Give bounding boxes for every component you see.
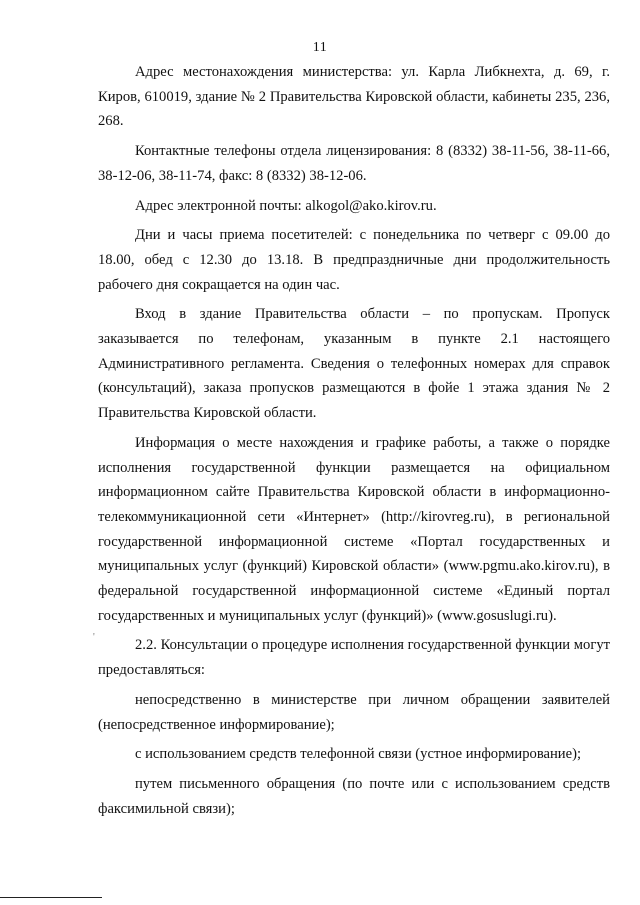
- written-request-item: путем письменного обращения (по почте или с использованием средств факсимильной связи);: [98, 775, 610, 817]
- consultations-intro-paragraph: 2.2. Консультации о процедуре исполнения государственной функции могут предоставляться:: [98, 637, 610, 679]
- document-body: [98, 60, 610, 826]
- email-paragraph: Адрес электронной почты: alkogol@ako.kirov.ru.: [135, 197, 437, 214]
- footnote-rule: [0, 897, 102, 898]
- page-number: 11: [312, 40, 328, 55]
- ministry-address-paragraph: Адрес местонахождения министерства: ул. Карла Либкнехта, д. 69, г. Киров, 610019, здание № 2 Правительства Кировской области, кабинеты 235, 236, 268.: [98, 64, 610, 130]
- information-placement-paragraph: Информация о месте нахождения и графике работы, а также о порядке исполнения государственной функции размещается на официальном информационном сайте Правительства Кировской области в информационно-телекоммуникационной сети «Интернет» (http://kirovreg.ru), в региональной государственной информационной системе «Портал государственных и муниципальных услуг (функций) Кировской области» (www.pgmu.ako.kirov.ru), в федеральной государственной информационной системе «Единый портал государственных и муниципальных услуг (функций)» (www.gosuslugi.ru).: [98, 434, 610, 624]
- reception-hours-paragraph: Дни и часы приема посетителей: с понедельника по четверг с 09.00 до 18.00, обед с 12.30 до 13.18. В предпраздничные дни продолжительность рабочего дня сокращается на один час.: [98, 227, 610, 293]
- margin-mark: ': [93, 632, 95, 643]
- building-entry-paragraph: Вход в здание Правительства области – по пропускам. Пропуск заказывается по телефонам, указанным в пункте 2.1 настоящего Административного регламента. Сведения о телефонных номерах для справок (консультаций), заказа пропусков размещаются в фойе 1 этажа здания № 2 Правительства Кировской области.: [98, 306, 610, 422]
- licensing-phones-paragraph: Контактные телефоны отдела лицензирования: 8 (8332) 38-11-56, 38-11-66, 38-12-06, 38-11-74, факс: 8 (8332) 38-12-06.: [98, 143, 610, 184]
- phone-informing-item: с использованием средств телефонной связи (устное информирование);: [135, 746, 582, 763]
- direct-informing-item: непосредственно в министерстве при личном обращении заявителей (непосредственное информирование);: [98, 691, 610, 733]
